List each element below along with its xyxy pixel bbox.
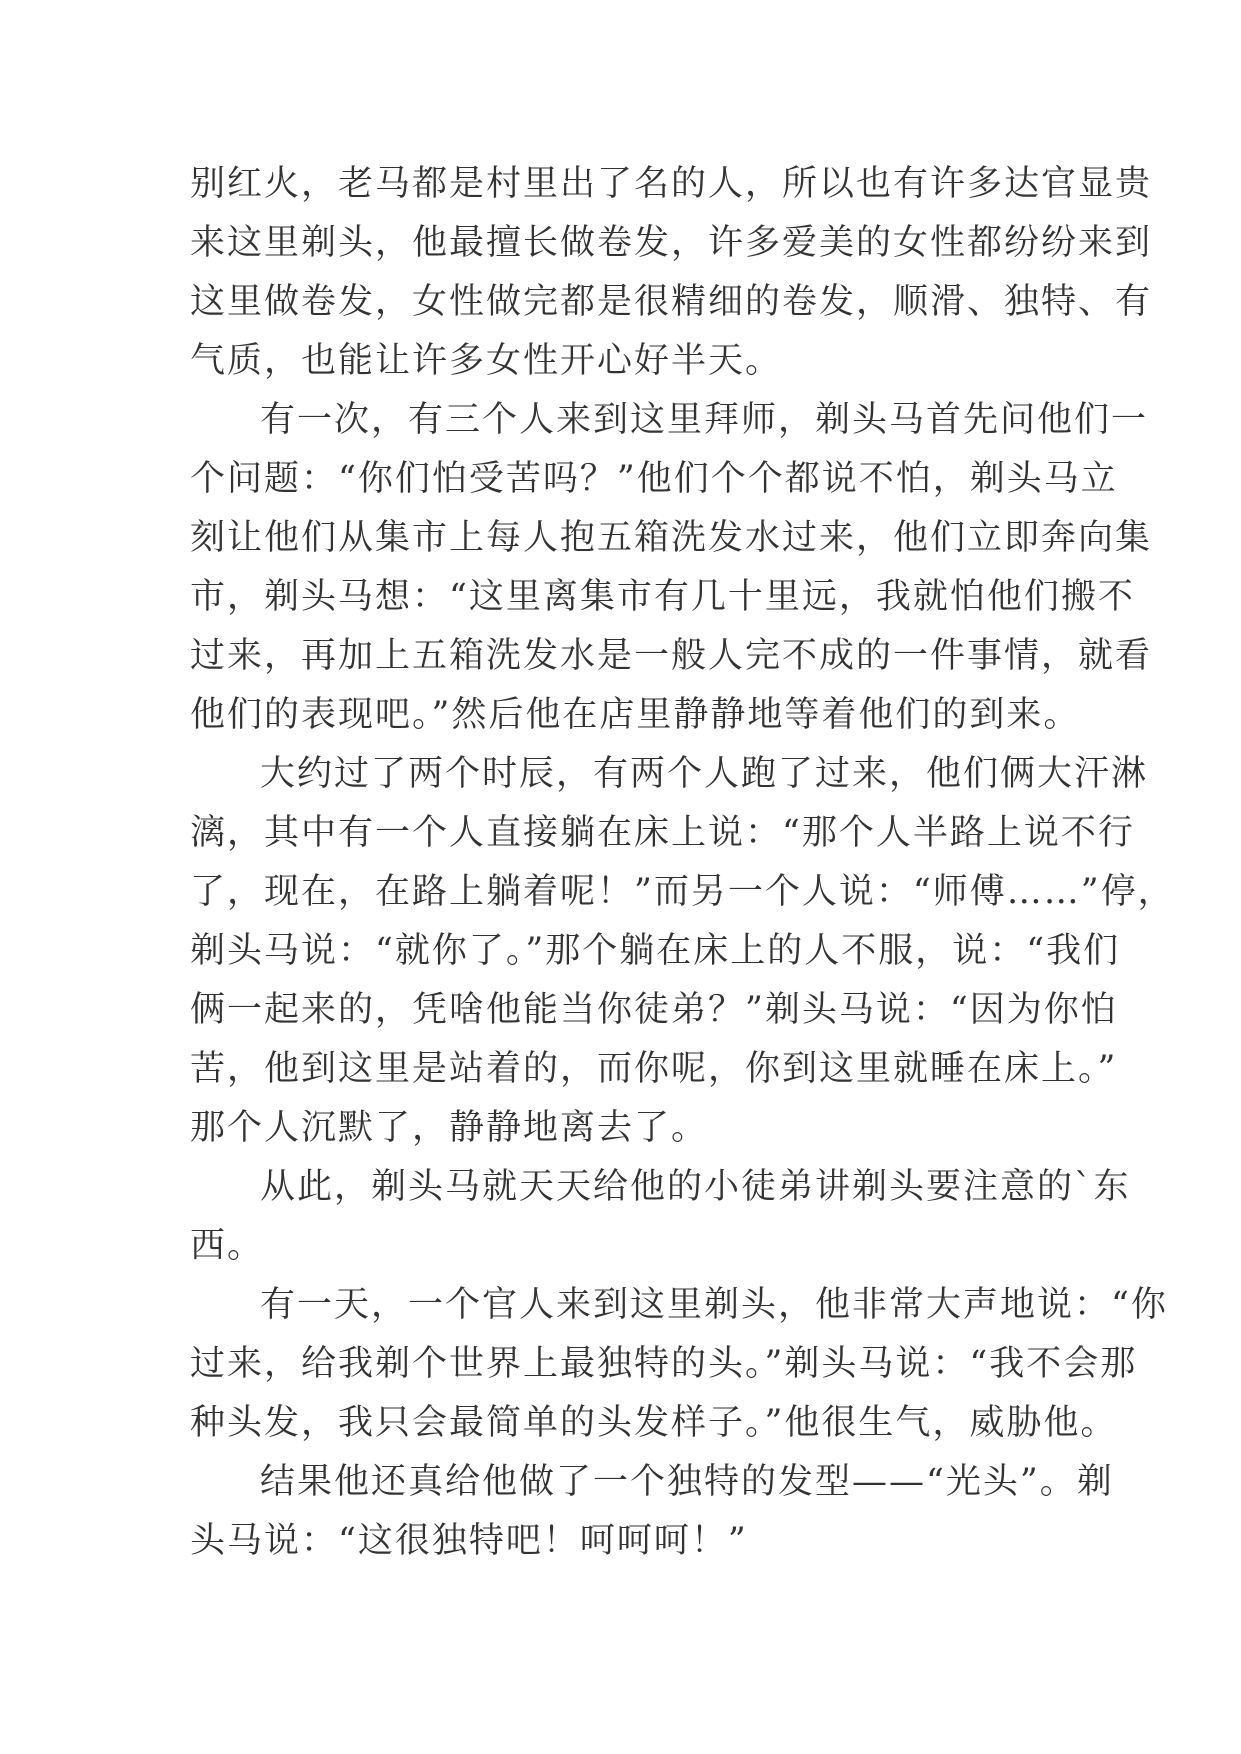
text-line: 他们的表现吧。”然后他在店里静静地等着他们的到来。 [190,695,1081,735]
text-line: 西。 [190,1226,265,1266]
paragraph-first-line: 从此，剃头马就天天给他的小徒弟讲剃头要注意的`东 [260,1167,1131,1207]
paragraph-first-line: 有一天，一个官人来到这里剃头，他非常大声地说：“你 [260,1285,1168,1325]
text-line: 头马说：“这很独特吧！呵呵呵！” [190,1521,748,1561]
text-line: 种头发，我只会最简单的头发样子。”他很生气，威胁他。 [190,1403,1118,1443]
text-line: 苦，他到这里是站着的，而你呢，你到这里就睡在床上。” [190,1049,1118,1089]
story-text [190,155,1175,1571]
text-line: 个问题：“你们怕受苦吗？”他们个个都说不怕，剃头马立 [190,459,1118,499]
text-line: 别红火，老马都是村里出了名的人，所以也有许多达官显贵 [190,164,1153,204]
text-line: 剃头马说：“就你了。”那个躺在床上的人不服，说：“我们 [190,931,1121,971]
text-line: 气质，也能让许多女性开心好半天。 [190,341,783,381]
paragraph-first-line: 结果他还真给他做了一个独特的发型——“光头”。剃 [260,1462,1114,1502]
text-line: 过来，给我剃个世界上最独特的头。”剃头马说：“我不会那 [190,1344,1138,1384]
text-line: 漓，其中有一个人直接躺在床上说：“那个人半路上说不行 [190,813,1135,853]
text-line: 来这里剃头，他最擅长做卷发，许多爱美的女性都纷纷来到 [190,223,1153,263]
text-line: 俩一起来的，凭啥他能当你徒弟？”剃头马说：“因为你怕 [190,990,1118,1030]
text-line: 这里做卷发，女性做完都是很精细的卷发，顺滑、独特、有 [190,282,1153,322]
text-line: 那个人沉默了，静静地离去了。 [190,1108,709,1148]
paragraph-first-line: 有一次，有三个人来到这里拜师，剃头马首先问他们一 [260,400,1149,440]
text-line: 市，剃头马想：“这里离集市有几十里远，我就怕他们搬不 [190,577,1135,617]
text-line: 了，现在，在路上躺着呢！”而另一个人说：“师傅……”停， [190,872,1175,912]
text-line: 刻让他们从集市上每人抱五箱洗发水过来，他们立即奔向集 [190,518,1153,558]
paragraph-first-line: 大约过了两个时辰，有两个人跑了过来，他们俩大汗淋 [260,754,1149,794]
text-line: 过来，再加上五箱洗发水是一般人完不成的一件事情，就看 [190,636,1153,676]
